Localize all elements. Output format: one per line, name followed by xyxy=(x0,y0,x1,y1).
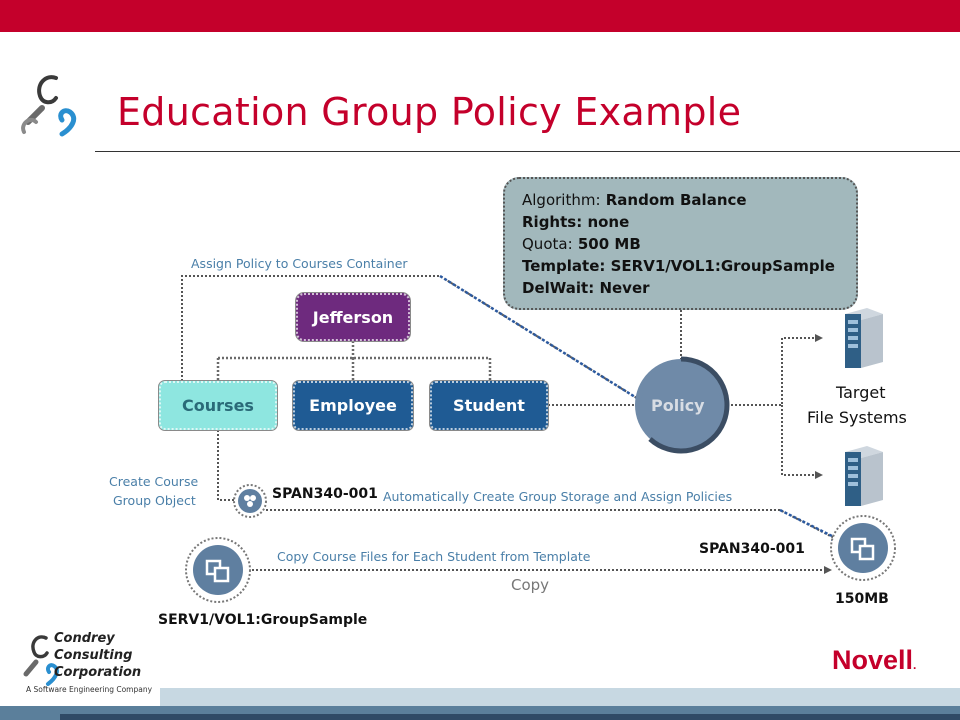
server-icon xyxy=(845,446,883,506)
auto-create-link xyxy=(266,510,838,540)
jefferson-label: Jefferson xyxy=(312,307,394,327)
delwait-row: DelWait: Never xyxy=(522,279,650,297)
footer-strip xyxy=(160,688,960,706)
courses-label: Courses xyxy=(182,396,254,415)
target-label-line1: Target xyxy=(836,383,886,402)
rights-row: Rights: none xyxy=(522,213,630,231)
target-group-name: SPAN340-001 xyxy=(699,541,805,557)
tree-connectors xyxy=(218,341,490,381)
company-line1: Condrey xyxy=(54,631,115,646)
assign-policy-note: Assign Policy to Courses Container xyxy=(191,256,408,271)
company-line3: Corporation xyxy=(54,665,142,680)
copy-label: Copy xyxy=(511,576,550,594)
courses-group-link xyxy=(218,430,235,500)
group-storage-icon xyxy=(831,516,895,580)
employee-node xyxy=(293,381,413,430)
student-label: Student xyxy=(453,396,525,415)
group-object-name: SPAN340-001 xyxy=(272,486,378,502)
policy-target-link xyxy=(727,338,815,405)
quota-row: Quota: 500 MB xyxy=(522,235,641,253)
storage-size-label: 150MB xyxy=(835,591,889,607)
novell-logo xyxy=(832,645,916,676)
policy-label: Policy xyxy=(651,396,705,415)
employee-label: Employee xyxy=(309,396,397,415)
create-course-line2: Group Object xyxy=(113,493,196,508)
footer-bar-dark xyxy=(60,714,960,720)
template-row: Template: SERV1/VOL1:GroupSample xyxy=(522,257,835,275)
company-tagline: A Software Engineering Company xyxy=(26,685,153,694)
jefferson-node xyxy=(296,293,410,341)
student-node xyxy=(430,381,548,430)
novell-wordmark: Novell xyxy=(832,645,914,675)
novell-mark: . xyxy=(913,658,917,672)
server-icon xyxy=(845,308,883,368)
policy-details-box xyxy=(503,177,858,310)
page-title: Education Group Policy Example xyxy=(117,90,742,134)
group-object-icon xyxy=(234,485,266,517)
template-volume-label: SERV1/VOL1:GroupSample xyxy=(158,612,368,628)
create-course-line1: Create Course xyxy=(109,474,199,489)
template-volume-icon xyxy=(186,538,250,602)
algorithm-row: Algorithm: Random Balance xyxy=(522,191,747,209)
company-line2: Consulting xyxy=(54,648,133,663)
target-label-line2: File Systems xyxy=(807,408,907,427)
condrey-footer-logo xyxy=(20,628,160,700)
copy-note: Copy Course Files for Each Student from Template xyxy=(277,549,591,564)
courses-node xyxy=(159,381,277,430)
auto-create-note: Automatically Create Group Storage and Assign Policies xyxy=(383,489,733,504)
